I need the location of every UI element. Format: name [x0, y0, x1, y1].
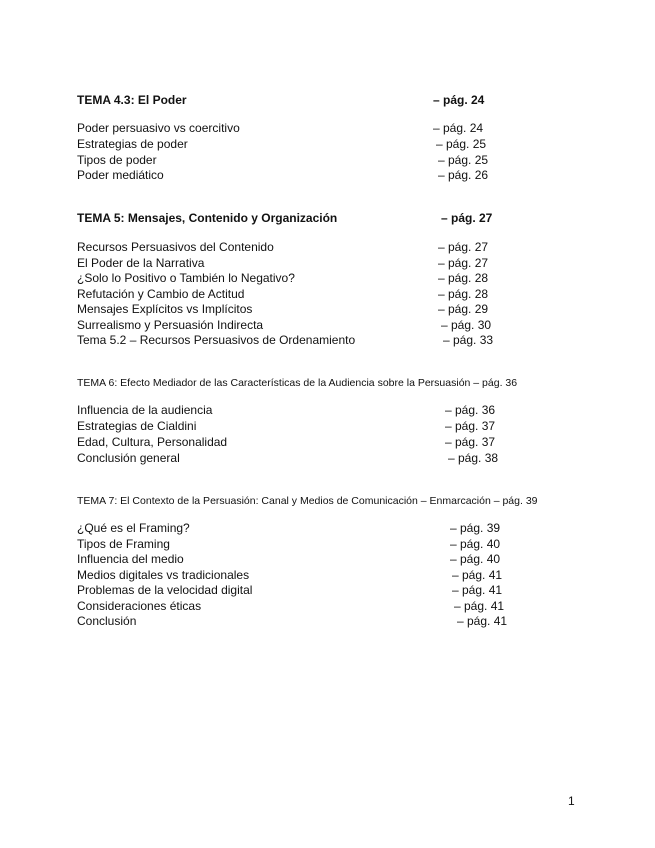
entry-page: – pág. 38 — [448, 451, 499, 465]
entry-title: Poder persuasivo vs coercitivo — [77, 121, 240, 135]
entry-page: – pág. 24 — [433, 121, 484, 135]
entry-page: – pág. 27 — [438, 256, 489, 270]
section-page: – pág. 24 — [433, 93, 485, 107]
entry-title: Poder mediático — [77, 168, 164, 182]
entry-page: – pág. 26 — [438, 168, 489, 182]
entry-page: – pág. 39 — [450, 521, 501, 535]
section-title: TEMA 6: Efecto Mediador de las Características de la Audiencia sobre la Persuasión – pág. 36 — [77, 377, 518, 389]
entry-title: Conclusión general — [77, 451, 180, 465]
entry-title: Estrategias de poder — [77, 137, 188, 151]
entry-title: Mensajes Explícitos vs Implícitos — [77, 302, 253, 316]
entry-page: – pág. 41 — [457, 614, 508, 628]
entry-title: Refutación y Cambio de Actitud — [77, 287, 245, 301]
entry-page: – pág. 33 — [443, 333, 494, 347]
entry-page: – pág. 41 — [454, 599, 505, 613]
entry-title: Recursos Persuasivos del Contenido — [77, 240, 274, 254]
entry-title: El Poder de la Narrativa — [77, 256, 205, 270]
section-page: – pág. 27 — [441, 211, 493, 225]
entry-title: Surrealismo y Persuasión Indirecta — [77, 318, 264, 332]
entry-page: – pág. 25 — [436, 137, 487, 151]
entry-page: – pág. 41 — [452, 583, 503, 597]
entry-title: Edad, Cultura, Personalidad — [77, 435, 228, 449]
section-title: TEMA 4.3: El Poder — [77, 93, 187, 107]
entry-page: – pág. 30 — [441, 318, 492, 332]
entry-page: – pág. 28 — [438, 287, 489, 301]
entry-page: – pág. 29 — [438, 302, 489, 316]
entry-title: Influencia de la audiencia — [77, 403, 213, 417]
entry-page: – pág. 27 — [438, 240, 489, 254]
entry-title: Problemas de la velocidad digital — [77, 583, 253, 597]
entry-page: – pág. 36 — [445, 403, 496, 417]
entry-page: – pág. 25 — [438, 153, 489, 167]
page-number: 1 — [568, 794, 575, 808]
entry-title: ¿Solo lo Positivo o También lo Negativo? — [77, 271, 295, 285]
entry-page: – pág. 40 — [450, 537, 501, 551]
entry-page: – pág. 37 — [445, 435, 496, 449]
entry-page: – pág. 41 — [452, 568, 503, 582]
entry-title: Consideraciones éticas — [77, 599, 202, 613]
entry-title: Estrategias de Cialdini — [77, 419, 197, 433]
entry-page: – pág. 28 — [438, 271, 489, 285]
entry-title: Tipos de Framing — [77, 537, 170, 551]
entry-title: Conclusión — [77, 614, 137, 628]
entry-page: – pág. 40 — [450, 552, 501, 566]
section-title: TEMA 7: El Contexto de la Persuasión: Canal y Medios de Comunicación – Enmarcación – pág. 39 — [77, 495, 538, 507]
entry-title: Tipos de poder — [77, 153, 157, 167]
entry-title: Tema 5.2 – Recursos Persuasivos de Ordenamiento — [77, 333, 356, 347]
entry-title: Influencia del medio — [77, 552, 184, 566]
section-title: TEMA 5: Mensajes, Contenido y Organización — [77, 211, 338, 225]
entry-page: – pág. 37 — [445, 419, 496, 433]
entry-title: ¿Qué es el Framing? — [77, 521, 190, 535]
entry-title: Medios digitales vs tradicionales — [77, 568, 250, 582]
